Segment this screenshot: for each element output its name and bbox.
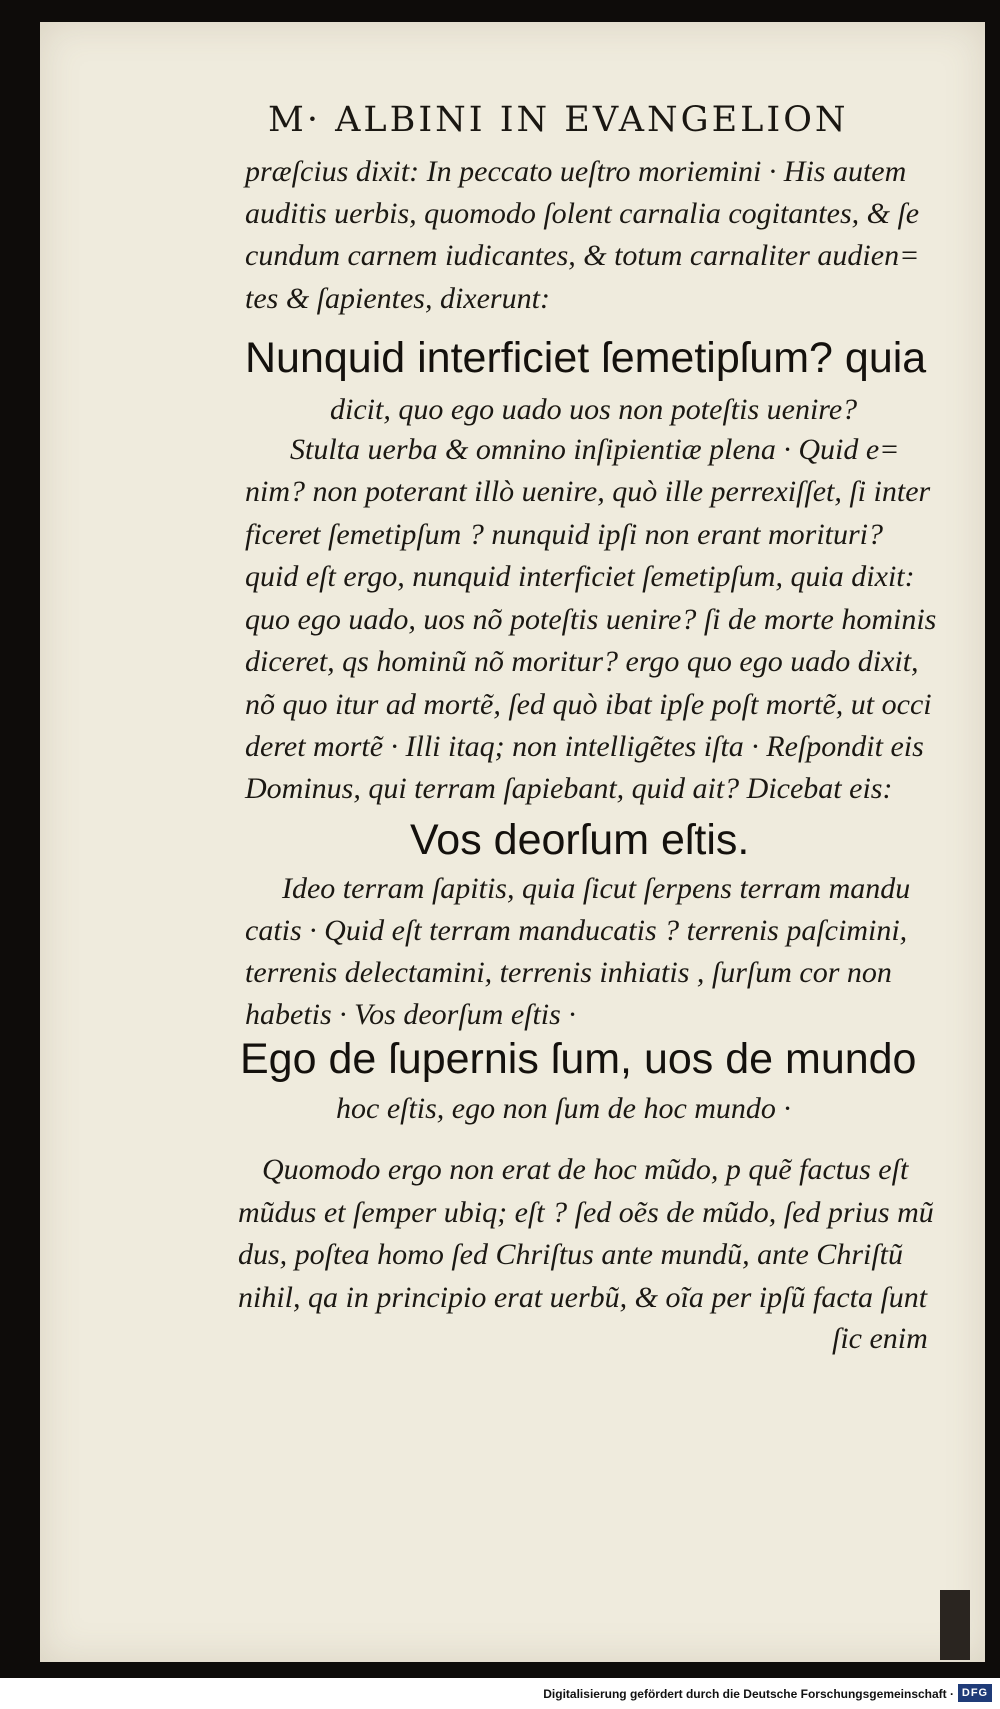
text-line: cundum carnem iudicantes, & totum carnaliter audien=	[245, 239, 920, 272]
text-line: Stulta uerba & omnino inſipientiæ plena · Quid e=	[290, 433, 900, 466]
rubric-line: Vos deorſum eſtis.	[410, 816, 750, 864]
running-head: M· ALBINI IN EVANGELION	[268, 100, 849, 140]
text-line: quid eſt ergo, nunquid interficiet ſemetipſum, quia dixit:	[245, 560, 915, 593]
text-line: præſcius dixit: In peccato ueſtro moriemini · His autem	[245, 155, 907, 188]
footer-bar	[0, 1680, 1000, 1709]
text-line: mũdus et ſemper ubiq; eſt ? ſed oẽs de mũdo, ſed prius mũ	[238, 1196, 934, 1229]
rubric-line: Nunquid interficiet ſemetipſum? quia	[245, 334, 927, 382]
text-line: diceret, qs hominũ nõ moritur? ergo quo ego uado dixit,	[245, 645, 919, 678]
text-line: catis · Quid eſt terram manducatis ? terrenis paſcimini,	[245, 914, 908, 947]
dfg-logo-icon: DFG	[958, 1684, 992, 1702]
text-line: dicit, quo ego uado uos non poteſtis uenire?	[330, 393, 858, 426]
text-line: nim? non poterant illò uenire, quò ille perrexiſſet, ſi inter	[245, 475, 931, 508]
text-line: hoc eſtis, ego non ſum de hoc mundo ·	[336, 1092, 791, 1125]
text-line: Quomodo ergo non erat de hoc mũdo, p quẽ factus eſt	[262, 1153, 909, 1186]
text-line: nõ quo itur ad mortẽ, ſed quò ibat ipſe poſt mortẽ, ut occi	[245, 688, 932, 721]
text-line: Dominus, qui terram ſapiebant, quid ait? Dicebat eis:	[245, 772, 893, 805]
text-line: tes & ſapientes, dixerunt:	[245, 282, 550, 315]
footer-credit: Digitalisierung gefördert durch die Deutsche Forschungsgemeinschaft ·	[543, 1687, 954, 1701]
text-line: habetis · Vos deorſum eſtis ·	[245, 998, 576, 1031]
text-line: ficeret ſemetipſum ? nunquid ipſi non erant morituri?	[245, 518, 883, 551]
text-line: dus, poſtea homo ſed Chriſtus ante mundũ, ante Chriſtũ	[238, 1238, 903, 1271]
text-line: deret mortẽ · Illi itaq; non intelligẽtes iſta · Reſpondit eis	[245, 730, 924, 763]
text-line: nihil, qa in principio erat uerbũ, & oĩa per ipſũ facta ſunt	[238, 1281, 928, 1314]
text-line: terrenis delectamini, terrenis inhiatis , ſurſum cor non	[245, 956, 892, 989]
text-line: Ideo terram ſapitis, quia ſicut ſerpens terram mandu	[282, 872, 911, 905]
rubric-line: Ego de ſupernis ſum, uos de mundo	[240, 1035, 917, 1083]
catchword: ſic enim	[832, 1322, 928, 1355]
text-line: auditis uerbis, quomodo ſolent carnalia cogitantes, & ſe	[245, 197, 920, 230]
page-edge-shadow	[940, 1590, 970, 1660]
text-line: quo ego uado, uos nõ poteſtis uenire? ſi de morte hominis	[245, 603, 937, 636]
